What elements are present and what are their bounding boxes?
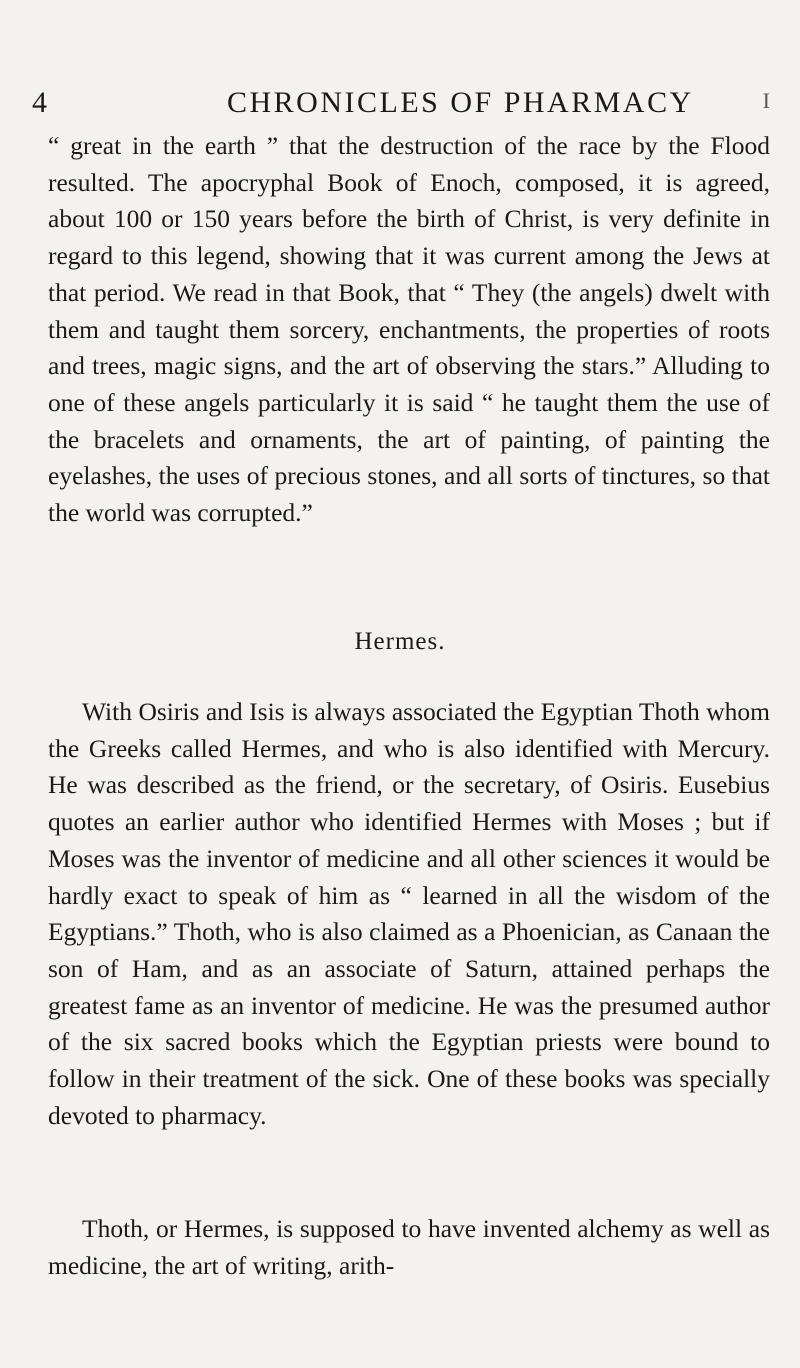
paragraph-alchemy [48,1211,770,1284]
paragraph-hermes [48,694,770,1134]
page-number: 4 [32,86,49,119]
paragraph-enoch [48,128,770,532]
paragraph-text: With Osiris and Isis is always associated the Egyptian Thoth whom the Greeks called Hermes, and who is also identified with Mercury. He was described as the friend, or the secretary, of Osiris. Eusebius quotes an earlier author who identified Hermes with Moses ; but if Moses was the inventor of medicine and all other sciences it would be hardly exact to speak of him as “ learned in all the wisdom of the Egyptians.” Thoth, who is also claimed as a Phoenician, as Canaan the son of Ham, and as an associate of Saturn, attained perhaps the greatest fame as an inventor of medicine. He was the presumed author of the six sacred books which the Egyptian priests were bound to follow in their treatment of the sick. One of these books was specially devoted to pharmacy. [48,697,770,1130]
running-title: CHRONICLES OF PHARMACY [227,86,694,119]
running-head [32,86,772,126]
paragraph-text: Thoth, or Hermes, is supposed to have invented alchemy as well as medicine, the art of writing, arith- [48,1214,770,1280]
paragraph-text: “ great in the earth ” that the destruction of the race by the Flood resulted. The apocryphal Book of Enoch, composed, it is agreed, about 100 or 150 years before the birth of Christ, is very definite in regard to this legend, showing that it was current among the Jews at that period. We read in that Book, that “ They (the angels) dwelt with them and taught them sorcery, enchantments, the properties of roots and trees, magic signs, and the art of observing the stars.” Alluding to one of these angels particularly it is said “ he taught them the use of the bracelets and ornaments, the art of painting, of painting the eyelashes, the uses of precious stones, and all sorts of tinctures, so that the world was corrupted.” [48,131,770,528]
chapter-marker: I [762,88,772,113]
section-heading: Hermes. [354,628,446,655]
